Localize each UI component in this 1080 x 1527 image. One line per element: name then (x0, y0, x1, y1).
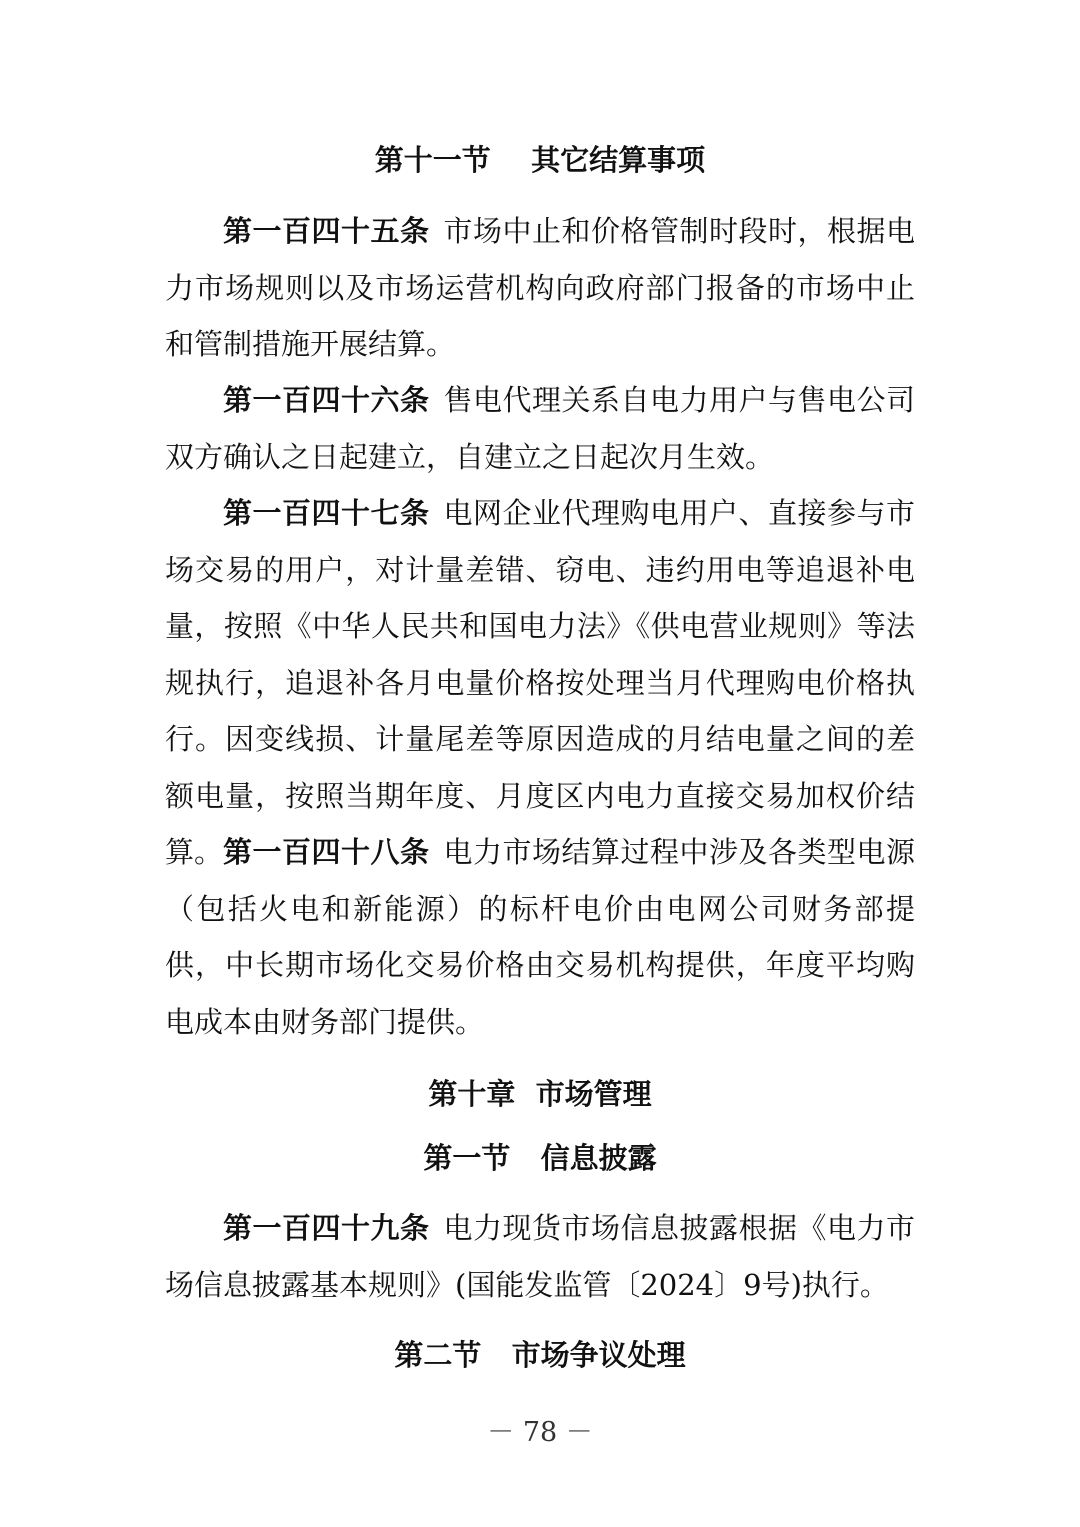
article-text: 售电代理关系自电力用户与售电公司双方确认之日起建立，自建立之日起次月生效。 (165, 383, 915, 474)
article-148 (165, 824, 915, 1050)
article-147 (165, 485, 915, 881)
article-number: 第一百四十九条 (223, 1211, 430, 1245)
article-149 (165, 1200, 915, 1313)
article-number: 第一百四十八条 (223, 835, 430, 869)
article-text: 电力市场结算过程中涉及各类型电源（包括火电和新能源）的标杆电价由电网公司财务部提供，中长期市场化交易价格由交易机构提供，年度平均购电成本由财务部门提供。 (165, 835, 915, 1039)
article-text: 电力现货市场信息披露根据《电力市场信息披露基本规则》(国能发监管〔2024〕9号)执行。 (165, 1211, 915, 1302)
article-text: 市场中止和价格管制时段时，根据电力市场规则以及市场运营机构向政府部门报备的市场中止和管制措施开展结算。 (165, 214, 915, 361)
section-heading-2: 第二节 市场争议处理 (394, 1338, 686, 1372)
chapter-heading-10: 第十章 市场管理 (428, 1077, 652, 1111)
article-146 (165, 372, 915, 485)
article-145 (165, 203, 915, 373)
article-text: 电网企业代理购电用户、直接参与市场交易的用户，对计量差错、窃电、违约用电等追退补电量，按照《中华人民共和国电力法》《供电营业规则》等法规执行，追退补各月电量价格按处理当月代理购电价格执行。因变线损、计量尾差等原因造成的月结电量之间的差额电量，按照当期年度、月度区内电力直接交易加权价结算。 (165, 496, 915, 869)
section-heading-11: 第十一节 其它结算事项 (374, 143, 706, 177)
section-heading-1: 第一节 信息披露 (423, 1141, 657, 1175)
article-number: 第一百四十六条 (223, 383, 430, 417)
page-number: － 78 － (487, 1417, 593, 1448)
article-number: 第一百四十七条 (223, 496, 430, 530)
article-number: 第一百四十五条 (223, 214, 430, 248)
